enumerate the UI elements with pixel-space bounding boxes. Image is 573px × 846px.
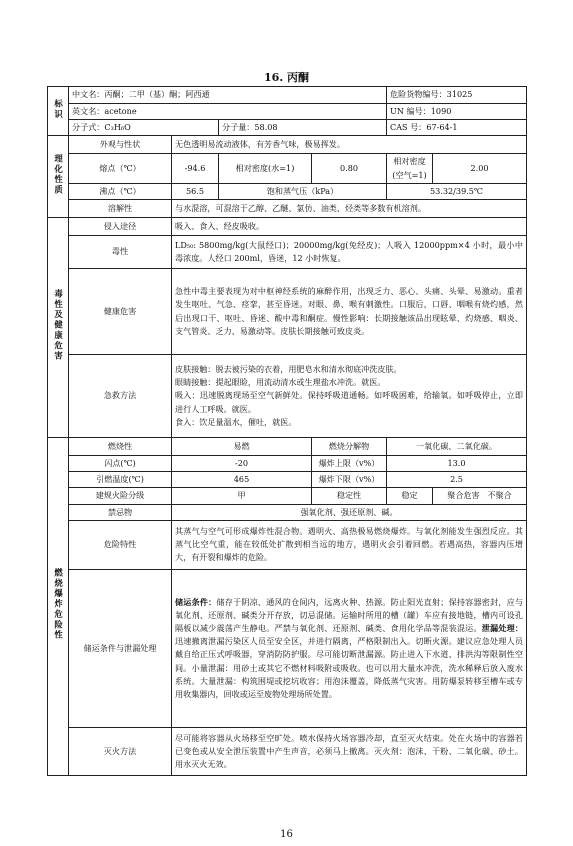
uel-value: 13.0 xyxy=(387,456,527,472)
autoign-label: 引燃温度(℃) xyxy=(69,472,172,488)
hazard-label: 健康危害 xyxy=(69,269,172,355)
section-identity: 标识 xyxy=(48,87,69,136)
solubility-value: 与水混溶，可混溶于乙醇、乙醚、氯仿、油类、烃类等多数有机溶剂。 xyxy=(172,200,527,218)
firstaid-ingest: 食入：饮足量温水，催吐，就医。 xyxy=(175,416,297,427)
extinguish-value: 尽可能将容器从火场移至空旷处。喷水保持火场容器冷却，直至灭火结束。处在火场中的容器若已变色或从安全泄压装置中产生声音，必须马上撤离。灭火剂：泡沫、干粉、二氧化碳、砂土。用水灭火无效。 xyxy=(172,727,527,775)
en-name-label: 英文名： xyxy=(72,106,105,116)
class-label: 建规火险分级 xyxy=(69,488,172,504)
un-label: UN 编号： xyxy=(390,106,431,116)
polymer-cell xyxy=(433,488,527,504)
firstaid-inhale: 吸入：迅速脱离现场至空气新鲜处。保持呼吸道通畅。如呼吸困难，给输氧。如呼吸停止，立即进行人工呼吸。就医。 xyxy=(175,390,524,414)
spill-head: 泄漏处理： xyxy=(481,622,523,633)
dg-no-cell xyxy=(387,87,527,104)
storage-text: 储存于阴凉、通风的仓间内，远离火种、热源。防止阳光直射；保持容器密封，应与氧化剂、还原剂、碱类分开存放，切忌混储。运输时所用的槽（罐）车应有接地链，槽内可设孔隔板以减少震荡产生静电。严禁与氧化剂、还原剂、碱类、食用化学品等混装混运。 xyxy=(175,596,524,633)
un-cell xyxy=(387,104,527,120)
msds-table xyxy=(47,86,527,776)
solubility-label: 溶解性 xyxy=(69,200,172,218)
mp-value: -94.6 xyxy=(172,154,219,183)
polymer-value: 不聚合 xyxy=(487,490,512,501)
firstaid-label: 急救方法 xyxy=(69,355,172,438)
en-name-cell xyxy=(69,104,387,120)
storage-label: 储运条件与泄漏处理 xyxy=(69,569,172,727)
cn-name-value: 丙酮；二甲（基）酮；阿西通 xyxy=(104,89,210,100)
formula-cell xyxy=(69,120,219,136)
storage-head: 储运条件： xyxy=(175,596,217,607)
products-label: 燃烧分解物 xyxy=(312,438,387,456)
firstaid-skin: 皮肤接触：脱去被污染的衣着，用肥皂水和清水彻底冲洗皮肤。 xyxy=(175,364,402,374)
en-name-value: acetone xyxy=(104,106,137,116)
autoign-value: 465 xyxy=(172,472,312,488)
lel-value: 2.5 xyxy=(387,472,527,488)
cn-name-cell xyxy=(69,87,387,104)
extinguish-label: 灭火方法 xyxy=(69,727,172,775)
section-fire: 燃烧爆炸危险性 xyxy=(48,438,69,776)
rd-water-label: 相对密度(水=1) xyxy=(219,154,312,183)
mw-cell xyxy=(219,120,387,136)
page-title: 16. 丙酮 xyxy=(264,71,309,84)
bp-value: 56.5 xyxy=(172,183,219,199)
appearance-value: 无色透明易流动液体，有芳香气味，极易挥发。 xyxy=(172,136,527,154)
firstaid-eye: 眼睛接触：提起眼睑，用流动清水或生理盐水冲洗。就医。 xyxy=(175,377,386,388)
toxicity-value: LD₅₀: 5800mg/kg(大鼠经口)；20000mg/kg(兔经皮)；人吸入 12000ppm×4 小时，最小中毒浓度。人经口 200ml，昏迷，12 小时恢复。 xyxy=(172,236,527,269)
flammability-label: 燃烧性 xyxy=(69,438,172,456)
stability-label: 稳定性 xyxy=(312,488,387,504)
route-value: 吸入、食入、经皮吸收。 xyxy=(172,218,527,236)
mw-label: 分子量： xyxy=(222,122,255,133)
appearance-label: 外观与性状 xyxy=(69,136,172,154)
flammability-value: 易燃 xyxy=(172,438,312,456)
cas-value: 67-64-1 xyxy=(426,122,458,133)
formula-value: C₃H₆O xyxy=(104,122,131,133)
rd-air-label: 相对密度(空气=1) xyxy=(387,154,433,183)
mp-label: 熔点（℃） xyxy=(69,154,172,183)
rd-air-value: 2.00 xyxy=(433,154,527,183)
section-properties: 理化性质 xyxy=(48,136,69,218)
rd-water-value: 0.80 xyxy=(312,154,387,183)
cn-name-label: 中文名： xyxy=(72,89,105,100)
incompat-value: 强氧化剂、强还原剂、碱。 xyxy=(172,504,527,520)
cas-cell xyxy=(387,120,527,136)
storage-value xyxy=(172,569,527,727)
uel-label: 爆炸上限（v%） xyxy=(312,456,387,472)
danger-label: 危险特性 xyxy=(69,520,172,569)
section-health: 毒性及健康危害 xyxy=(48,218,69,438)
bp-label: 沸点（℃） xyxy=(69,183,172,199)
cas-label: CAS 号： xyxy=(390,122,427,133)
hazard-value: 急性中毒主要表现为对中枢神经系统的麻醉作用，出现乏力、恶心、头痛、头晕、易激动。重者发生呕吐、气急、痉挛，甚至昏迷。对眼、鼻、喉有刺激性。口服后，口唇、咽喉有烧灼感，然后出现口干、呕吐、昏迷、酸中毒和酮症。慢性影响：长期接触该品出现眩晕、灼烧感、咽炎、支气管炎、乏力、易激动等。皮肤长期接触可致皮炎。 xyxy=(172,269,527,355)
formula-label: 分子式： xyxy=(72,122,105,133)
danger-value: 其蒸气与空气可形成爆炸性混合物。遇明火、高热极易燃烧爆炸。与氧化剂能发生强烈反应。其蒸气比空气重，能在较低处扩散到相当远的地方，遇明火会引着回燃。若遇高热，容器内压增大，有开裂和爆炸的危险。 xyxy=(172,520,527,569)
vp-label: 饱和蒸气压（kPa） xyxy=(219,183,387,199)
mw-value: 58.08 xyxy=(254,122,278,133)
stability-value: 稳定 xyxy=(387,488,433,504)
incompat-label: 禁忌物 xyxy=(69,504,172,520)
flash-value: -20 xyxy=(172,456,312,472)
dg-no-label: 危险货物编号： xyxy=(390,89,447,100)
flash-label: 闪点(℃) xyxy=(69,456,172,472)
lel-label: 爆炸下限（v%） xyxy=(312,472,387,488)
page-number: 16 xyxy=(280,829,293,840)
class-value: 甲 xyxy=(172,488,312,504)
spill-text: 迅速撤离泄漏污染区人员至安全区，并进行隔离，严格限制出入。切断火源。建议应急处理人员戴自给正压式呼吸器，穿消防防护服。尽可能切断泄漏源。防止进入下水道、排洪沟等限制性空间。小量泄漏：用砂土或其它不燃材料吸附或吸收。也可以用大量水冲洗，洗水稀释后放入废水系统。大量泄漏：构筑围堤或挖坑收容；用泡沫覆盖，降低蒸气灾害。用防爆泵转移至槽车或专用收集器内，回收或运至废物处理场所处置。 xyxy=(175,636,524,699)
vp-value: 53.32/39.5℃ xyxy=(387,183,527,199)
polymer-label: 聚合危害 xyxy=(447,490,480,501)
toxicity-label: 毒性 xyxy=(69,236,172,269)
products-value: 一氧化碳、二氧化碳。 xyxy=(387,438,527,456)
firstaid-value xyxy=(172,355,527,438)
route-label: 侵入途径 xyxy=(69,218,172,236)
dg-no-value: 31025 xyxy=(446,89,473,100)
un-value: 1090 xyxy=(430,106,452,116)
